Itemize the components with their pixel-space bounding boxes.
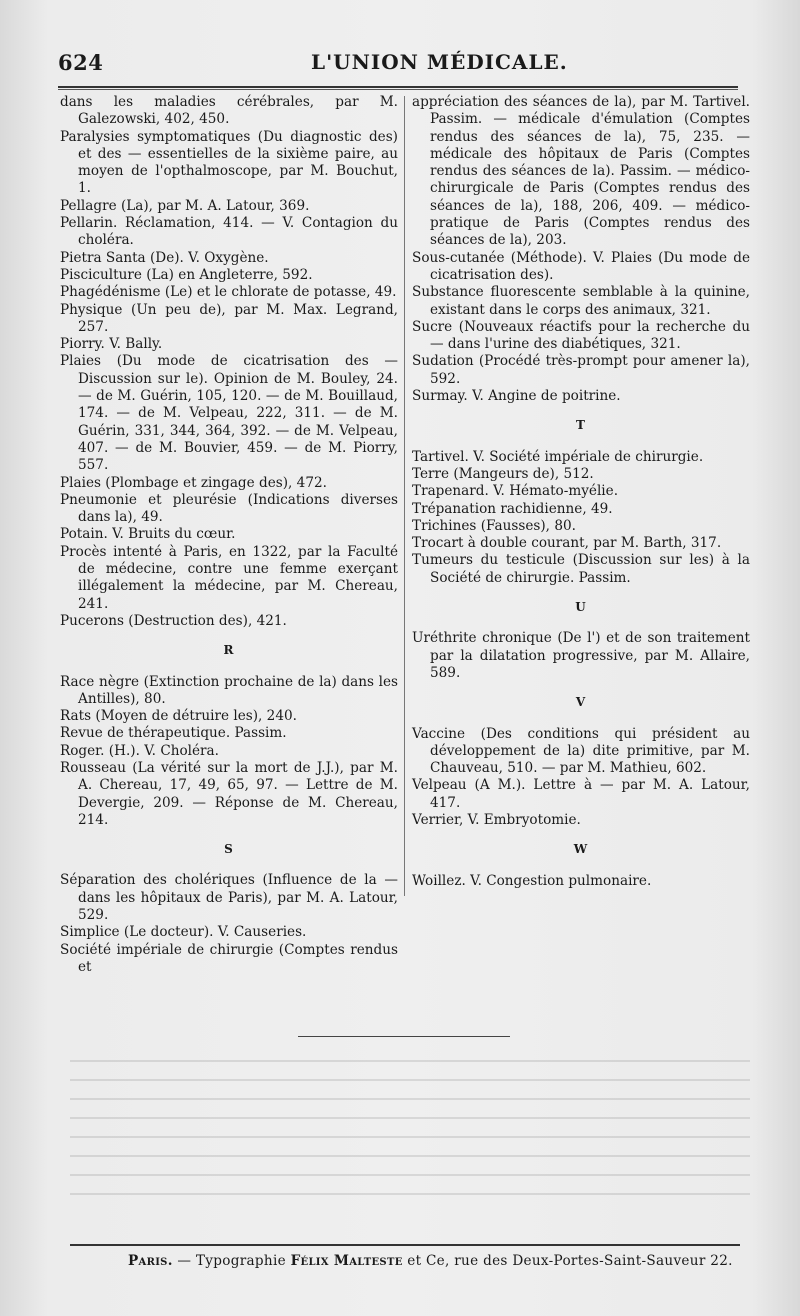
index-entry: Piorry. V. Bally.: [60, 336, 163, 353]
imprint-footer: [128, 1253, 748, 1269]
index-entry: Tumeurs du testicule (Discussion sur les) à la Société de chirurgie. Passim.: [412, 552, 750, 586]
index-entry: Potain. V. Bruits du cœur.: [60, 526, 236, 543]
left-column: [60, 94, 398, 976]
index-entry: Rats (Moyen de détruire les), 240.: [60, 708, 297, 725]
imprint-city: Paris.: [128, 1253, 173, 1269]
imprint-text: — Typographie: [172, 1253, 291, 1269]
index-entry: dans les maladies cérébrales, par M. Galezowski, 402, 450.: [60, 94, 398, 128]
index-entry: Verrier, V. Embryotomie.: [412, 811, 581, 828]
index-entry: Surmay. V. Angine de poitrine.: [412, 388, 621, 405]
index-entry: appréciation des séances de la), par M. Tartivel. Passim. — médicale d'émulation (Comptes rendus des séances de la), 75, 235. — médicale des hôpitaux de Paris (Comptes rendus des séances de la). Passim. — médico-chirurgicale de Paris (Comptes rendus des séances de la), 188, 206, 409. — médico-pratique de Paris (Comptes rendus des séances de la), 203.: [412, 94, 750, 249]
index-entry: Velpeau (A M.). Lettre à — par M. A. Latour, 417.: [412, 777, 750, 811]
section-letter-u: U: [575, 600, 587, 615]
index-entry: Séparation des cholériques (Influence de la — dans les hôpitaux de Paris), par M. A. Latour, 529.: [60, 872, 398, 924]
index-entry: Sous-cutanée (Méthode). V. Plaies (Du mode de cicatrisation des).: [412, 249, 750, 283]
index-entry: Paralysies symptomatiques (Du diagnostic des) et des — essentielles de la sixième paire, au moyen de l'opthalmoscope, par M. Bouchut, 1.: [60, 128, 398, 197]
index-entry: Plaies (Plombage et zingage des), 472.: [60, 474, 327, 491]
index-entry: Pneumonie et pleurésie (Indications diverses dans la), 49.: [60, 491, 398, 526]
index-entry: Sudation (Procédé très-prompt pour amener la), 592.: [412, 353, 750, 387]
page-header: [58, 48, 748, 78]
index-entry: Rousseau (La vérité sur la mort de J.J.), par M. A. Chereau, 17, 49, 65, 97. — Lettre de M. Devergie, 209. — Réponse de M. Chereau, 214.: [60, 759, 398, 828]
index-entry: Roger. (H.). V. Choléra.: [60, 742, 219, 759]
bleed-through-texture: [70, 1060, 750, 1230]
end-rule: [298, 1036, 510, 1037]
index-entry: Tartivel. V. Société impériale de chirurgie.: [412, 448, 704, 465]
header-rule-thin: [58, 89, 738, 90]
index-entry: Physique (Un peu de), par M. Max. Legrand, 257.: [60, 301, 398, 335]
index-entry: Société impériale de chirurgie (Comptes rendus et: [60, 941, 398, 975]
index-entry: Sucre (Nouveaux réactifs pour la recherche du — dans l'urine des diabétiques, 321.: [412, 318, 750, 353]
index-entry: Terre (Mangeurs de), 512.: [412, 465, 594, 482]
index-entry: Pellagre (La), par M. A. Latour, 369.: [60, 197, 310, 214]
index-entry: Pietra Santa (De). V. Oxygène.: [60, 249, 269, 266]
column-divider: [404, 96, 405, 896]
section-letter-r: R: [223, 643, 235, 658]
index-entry: Trépanation rachidienne, 49.: [412, 500, 613, 517]
running-title: L'UNION MÉDICALE.: [311, 50, 568, 74]
right-column: [412, 94, 750, 890]
index-entry: Trocart à double courant, par M. Barth, 317.: [412, 535, 722, 552]
index-entry: Revue de thérapeutique. Passim.: [60, 725, 287, 742]
index-entry: Woillez. V. Congestion pulmonaire.: [412, 872, 652, 889]
index-entry: Substance fluorescente semblable à la quinine, existant dans le corps des animaux, 321.: [412, 284, 750, 318]
section-letter-w: W: [573, 842, 589, 857]
index-entry: Plaies (Du mode de cicatrisation des — Discussion sur le). Opinion de M. Bouley, 24. — de M. Guérin, 105, 120. — de M. Bouillaud, 174. — de M. Velpeau, 222, 311. — de M. Guérin, 331, 344, 364, 392. — de M. Velpeau, 407. — de M. Bouvier, 459. — de M. Piorry, 557.: [60, 353, 398, 474]
index-entry: Trapenard. V. Hémato-myélie.: [412, 483, 619, 500]
header-rule: [58, 86, 738, 88]
page-number: 624: [58, 50, 104, 75]
index-entry: Pucerons (Destruction des), 421.: [60, 612, 287, 629]
index-entry: Uréthrite chronique (De l') et de son traitement par la dilatation progressive, par M. Allaire, 589.: [412, 630, 750, 681]
imprint-address: et Ce, rue des Deux-Portes-Saint-Sauveur 22.: [402, 1253, 733, 1269]
section-letter-v: V: [575, 695, 587, 710]
index-entry: Pisciculture (La) en Angleterre, 592.: [60, 266, 313, 283]
index-entry: Procès intenté à Paris, en 1322, par la Faculté de médecine, contre une femme exerçant illégalement la médecine, par M. Chereau, 241.: [60, 543, 398, 612]
index-entry: Race nègre (Extinction prochaine de la) dans les Antilles), 80.: [60, 673, 398, 707]
section-letter-t: T: [576, 418, 586, 433]
section-letter-s: S: [224, 842, 234, 857]
footer-rule: [70, 1244, 740, 1246]
index-entry: Pellarin. Réclamation, 414. — V. Contagion du choléra.: [60, 215, 398, 249]
imprint-printer: Félix Malteste: [290, 1253, 403, 1269]
index-entry: Simplice (Le docteur). V. Causeries.: [60, 924, 307, 941]
index-entry: Phagédénisme (Le) et le chlorate de potasse, 49.: [60, 284, 397, 301]
index-entry: Vaccine (Des conditions qui président au développement de la) dite primitive, par M. Chauveau, 510. — par M. Mathieu, 602.: [412, 725, 750, 777]
index-entry: Trichines (Fausses), 80.: [412, 517, 576, 534]
